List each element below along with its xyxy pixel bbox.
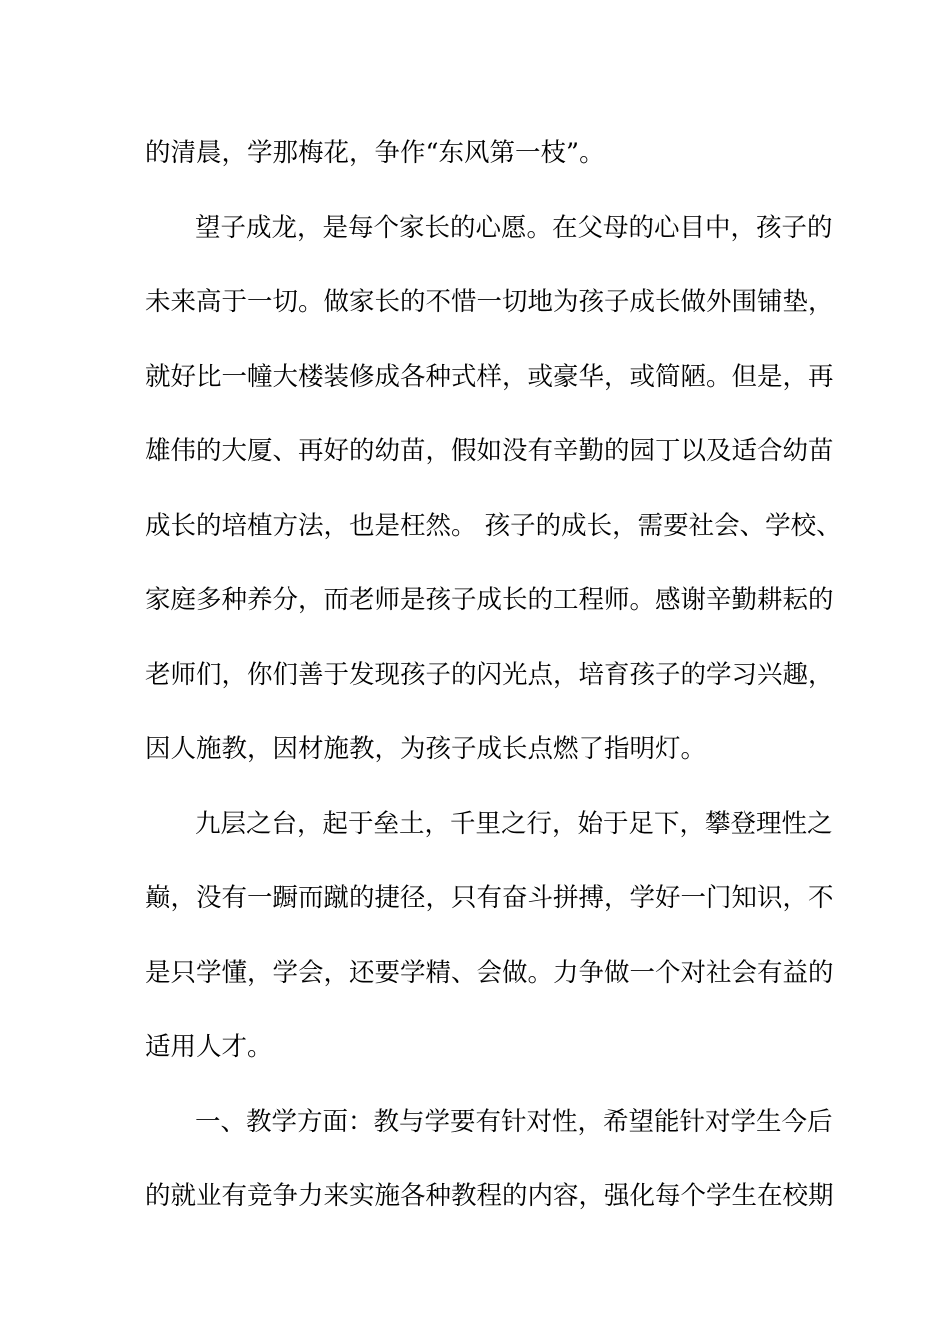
document-body [145, 116, 842, 1234]
text-line: 老师们，你们善于发现孩子的闪光点，培育孩子的学习兴趣， [145, 659, 834, 690]
text-line: 未来高于一切。做家长的不惜一切地为孩子成长做外围铺垫， [145, 287, 834, 317]
text-line: 成长的培植方法，也是枉然。 孩子的成长，需要社会、学校、 [145, 510, 842, 541]
text-line: 家庭多种养分，而老师是孩子成长的工程师。感谢辛勤耕耘的 [145, 585, 834, 615]
text-line: 一、教学方面：教与学要有针对性，希望能针对学生今后 [195, 1106, 833, 1137]
text-line: 适用人才。 [145, 1032, 273, 1062]
text-line: 望子成龙，是每个家长的心愿。在父母的心目中，孩子的 [195, 212, 833, 243]
text-line: 就好比一幢大楼装修成各种式样，或豪华，或简陋。但是，再 [145, 361, 834, 392]
text-line: 是只学懂，学会，还要学精、会做。力争做一个对社会有益的 [145, 957, 834, 988]
text-line: 的就业有竞争力来实施各种教程的内容，强化每个学生在校期 [145, 1181, 834, 1211]
text-line: 雄伟的大厦、再好的幼苗，假如没有辛勤的园丁以及适合幼苗 [145, 436, 834, 466]
text-line: 巅，没有一蹰而蹴的捷径，只有奋斗拼搏，学好一门知识，不 [145, 883, 834, 913]
text-line: 九层之台，起于垒土，千里之行，始于足下，攀登理性之 [195, 808, 833, 839]
text-line: 因人施教，因材施教，为孩子成长点燃了指明灯。 [145, 734, 707, 764]
text-line: 的清晨，学那梅花，争作“东风第一枝”。 [145, 138, 605, 168]
